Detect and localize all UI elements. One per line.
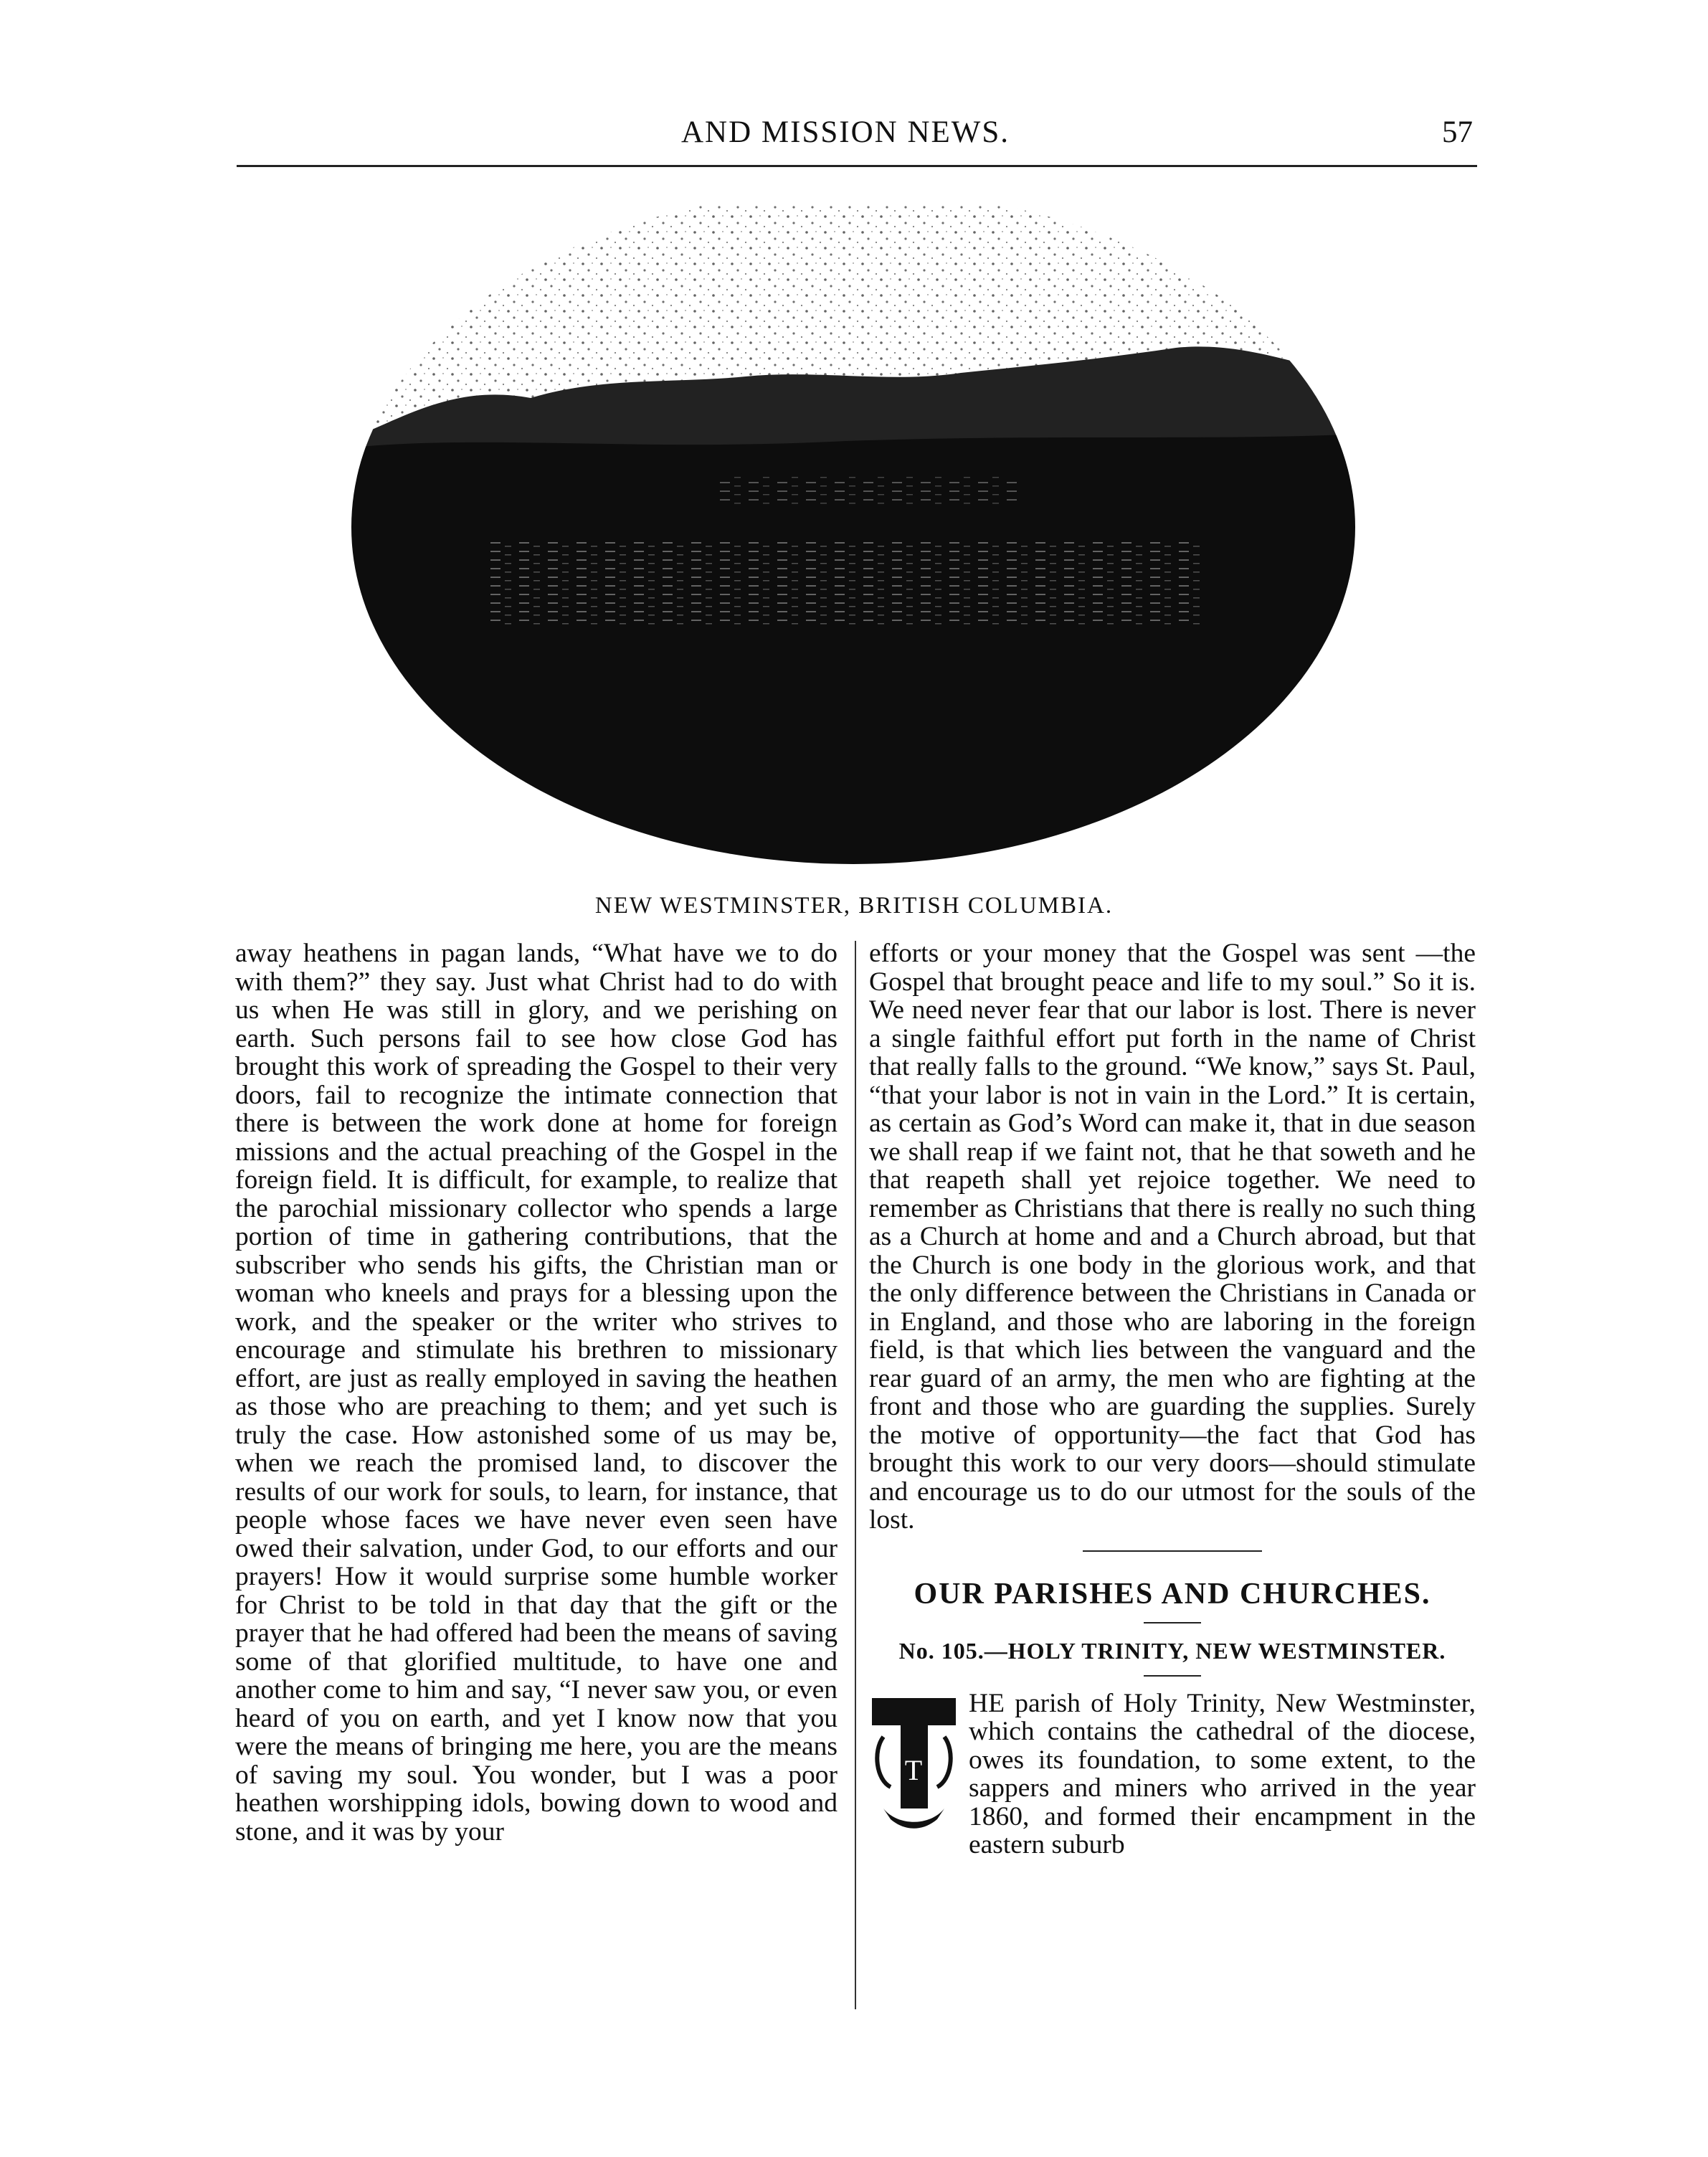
ornamental-drop-cap: [869, 1694, 959, 1834]
subheading-rule: [1144, 1675, 1201, 1677]
right-column: [869, 939, 1476, 2022]
heading-rule: [1144, 1622, 1201, 1623]
article-opening: [869, 1689, 1476, 1859]
section-rule: [1083, 1550, 1262, 1552]
section-heading: OUR PARISHES AND CHURCHES.: [914, 1577, 1431, 1611]
running-title: AND MISSION NEWS.: [681, 115, 1010, 149]
figure-caption: NEW WESTMINSTER, BRITISH COLUMBIA.: [594, 893, 1114, 919]
article-opening-text: HE parish of Holy Trinity, New Westminster, which contains the cathedral of the diocese, owes its foundation, to some extent, to the sappers and miners who arrived in the year 1860, and formed their encampment in the eastern suburb: [969, 1688, 1476, 1859]
left-column-text: away heathens in pagan lands, “What have we to do with them?” they say. Just what Christ had to do with us when He was still in glory, and we perishing on earth. Such persons fail to see how close God has brought this work of spreading the Gospel to their very doors, fail to recognize the intimate connection that there is between the work done at home for foreign missions and the actual preaching of the Gospel in the foreign field. It is difficult, for example, to realize that the parochial missionary collector who spends a large portion of time in gathering contributions, that the subscriber who sends his gifts, the Christian man or woman who kneels and prays for a blessing upon the work, and the speaker or the writer who strives to encourage and stimulate his brethren to missionary effort, are just as really employed in saving the heathen as those who are preaching to them; and yet such is truly the case. How astonished some of us may be, when we reach the promised land, to discover the results of our work for souls, to learn, for instance, that people whose faces we have never even seen have owed their salvation, under God, to our efforts and our prayers! How it would surprise some humble worker for Christ to be told in that day that the gift or the prayer that he had offered had been the means of saving some of that glorified multitude, to have one and another come to him and say, “I never saw you, or even heard of you on earth, and yet I know now that you were the means of bringing me here, you are the means of saving my soul. You wonder, but I was a poor heathen worshipping idols, bowing down to wood and stone, and it was by your: [235, 939, 838, 1847]
new-westminster-engraving: [344, 204, 1362, 886]
header-rule: [237, 165, 1477, 167]
running-head: [237, 115, 1477, 159]
right-column-text: efforts or your money that the Gospel was sent —the Gospel that brought peace and life to my soul.” So it is. We need never fear that our labor is lost. There is never a single faithful effort put forth in the name of Christ that really falls to the ground. “We know,” says St. Paul, “that your labor is not in vain in the Lord.” It is certain, as certain as God’s Word can make it, that in due season we shall reap if we faint not, that he that soweth and he that reapeth shall yet rejoice together. We need to remember as Christians that there is really no such thing as a Church at home and and a Church abroad, but that the Church is one body in the glorious work, and that the only difference between the Christians in Canada or in England, and those who are laboring in the foreign field, is that which lies between the vanguard and the rear guard of an army, the men who are fighting at the front and those who are guarding the supplies. Surely the motive of opportunity—the fact that God has brought this work to our very doors—should stimulate and encourage us to do our utmost for the souls of the lost.: [869, 939, 1476, 1535]
svg-text:T: T: [904, 1753, 923, 1786]
page-number: 57: [1442, 115, 1473, 149]
article-subheading: No. 105.—HOLY TRINITY, NEW WESTMINSTER.: [898, 1637, 1446, 1664]
left-column: [235, 939, 838, 2022]
column-divider: [855, 941, 856, 2009]
